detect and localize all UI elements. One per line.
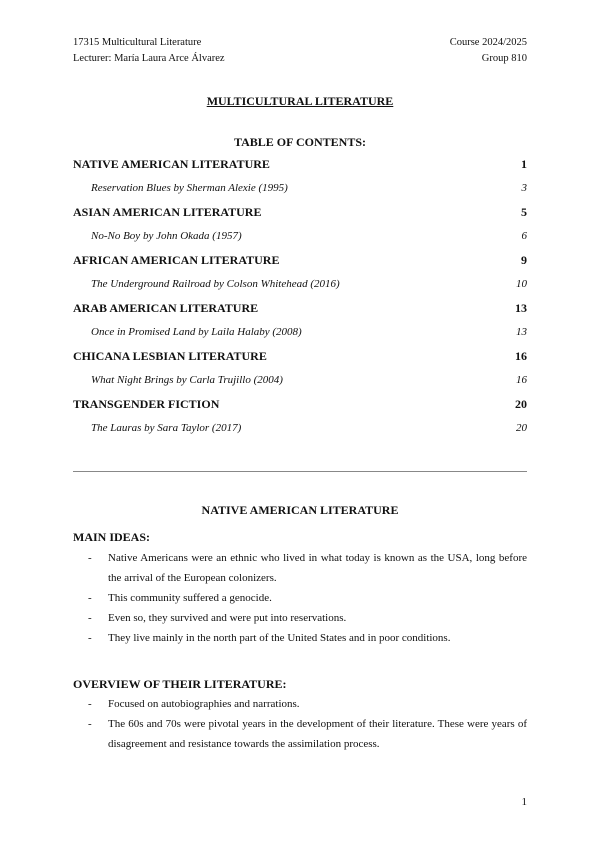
list-item xyxy=(88,608,527,628)
list-item-text: They live mainly in the north part of the United States and in poor conditions. xyxy=(108,632,451,644)
toc-title: TABLE OF CONTENTS: xyxy=(233,135,367,149)
toc-entry-label: What Night Brings by Carla Trujillo (2004) xyxy=(91,374,283,386)
header-course-code: 17315 Multicultural Literature xyxy=(73,37,202,48)
list-item-text: This community suffered a genocide. xyxy=(108,592,272,604)
bullet-dash: - xyxy=(88,698,92,710)
bullet-dash: - xyxy=(88,592,92,604)
toc-entry-label: NATIVE AMERICAN LITERATURE xyxy=(73,157,270,171)
toc-entry-label: TRANSGENDER FICTION xyxy=(73,397,220,411)
toc-entry-underground-railroad[interactable] xyxy=(73,272,527,296)
toc-entry-page: 5 xyxy=(521,205,527,219)
toc-entry-label: The Lauras by Sara Taylor (2017) xyxy=(91,422,242,434)
toc-entry-page: 16 xyxy=(515,349,527,363)
toc-entry-the-lauras[interactable] xyxy=(73,416,527,440)
toc-entry-what-night-brings[interactable] xyxy=(73,368,527,392)
header-group: Group 810 xyxy=(481,53,527,64)
overview-heading: OVERVIEW OF THEIR LITERATURE: xyxy=(73,677,287,691)
table-of-contents xyxy=(73,152,527,440)
toc-entry-once-in-promised-land[interactable] xyxy=(73,320,527,344)
toc-entry-label: ARAB AMERICAN LITERATURE xyxy=(73,301,259,315)
list-item xyxy=(88,628,527,648)
toc-entry-page: 13 xyxy=(516,326,527,338)
toc-entry-page: 1 xyxy=(521,157,527,171)
bullet-dash: - xyxy=(88,612,92,624)
toc-entry-page: 16 xyxy=(516,374,527,386)
toc-entry-label: Reservation Blues by Sherman Alexie (1995) xyxy=(91,182,288,194)
toc-entry-page: 20 xyxy=(516,422,527,434)
list-item xyxy=(88,694,527,714)
bullet-dash: - xyxy=(88,552,92,564)
section-title: NATIVE AMERICAN LITERATURE xyxy=(201,503,399,517)
toc-entry-reservation-blues[interactable] xyxy=(73,176,527,200)
toc-entry-page: 3 xyxy=(521,182,527,194)
header-lecturer: Lecturer: María Laura Arce Álvarez xyxy=(73,53,225,64)
toc-entry-native-american[interactable] xyxy=(73,152,527,176)
toc-entry-no-no-boy[interactable] xyxy=(73,224,527,248)
toc-entry-transgender-fiction[interactable] xyxy=(73,392,527,416)
toc-entry-asian-american[interactable] xyxy=(73,200,527,224)
header-course-year: Course 2024/2025 xyxy=(449,37,527,48)
section-divider xyxy=(73,471,527,472)
toc-entry-page: 13 xyxy=(515,301,527,315)
toc-entry-african-american[interactable] xyxy=(73,248,527,272)
list-item xyxy=(88,548,527,588)
bullet-dash: - xyxy=(88,632,92,644)
list-item-text: Even so, they survived and were put into reservations. xyxy=(108,612,347,624)
list-item-text: Native Americans were an ethnic who lived in what today is known as the USA, long before the arrival of the European colonizers. xyxy=(108,552,527,584)
toc-entry-page: 10 xyxy=(516,278,527,290)
page-number: 1 xyxy=(521,796,527,808)
toc-entry-label: The Underground Railroad by Colson Whitehead (2016) xyxy=(91,278,340,290)
toc-entry-label: No-No Boy by John Okada (1957) xyxy=(91,230,242,242)
overview-list xyxy=(88,694,527,754)
toc-entry-label: Once in Promised Land by Laila Halaby (2008) xyxy=(91,326,302,338)
toc-entry-chicana-lesbian[interactable] xyxy=(73,344,527,368)
list-item xyxy=(88,588,527,608)
toc-entry-label: ASIAN AMERICAN LITERATURE xyxy=(73,205,262,219)
toc-entry-page: 20 xyxy=(515,397,527,411)
toc-entry-arab-american[interactable] xyxy=(73,296,527,320)
toc-entry-label: CHICANA LESBIAN LITERATURE xyxy=(73,349,267,363)
list-item-text: The 60s and 70s were pivotal years in the development of their literature. These were years of disagreement and resistance towards the assimilation process. xyxy=(108,718,527,750)
main-ideas-heading: MAIN IDEAS: xyxy=(73,530,151,544)
toc-entry-page: 6 xyxy=(521,230,527,242)
main-ideas-list xyxy=(88,548,527,648)
list-item xyxy=(88,714,527,754)
document-title: MULTICULTURAL LITERATURE xyxy=(206,94,394,108)
bullet-dash: - xyxy=(88,718,92,730)
list-item-text: Focused on autobiographies and narrations. xyxy=(108,698,300,710)
toc-entry-label: AFRICAN AMERICAN LITERATURE xyxy=(73,253,280,267)
toc-entry-page: 9 xyxy=(521,253,527,267)
